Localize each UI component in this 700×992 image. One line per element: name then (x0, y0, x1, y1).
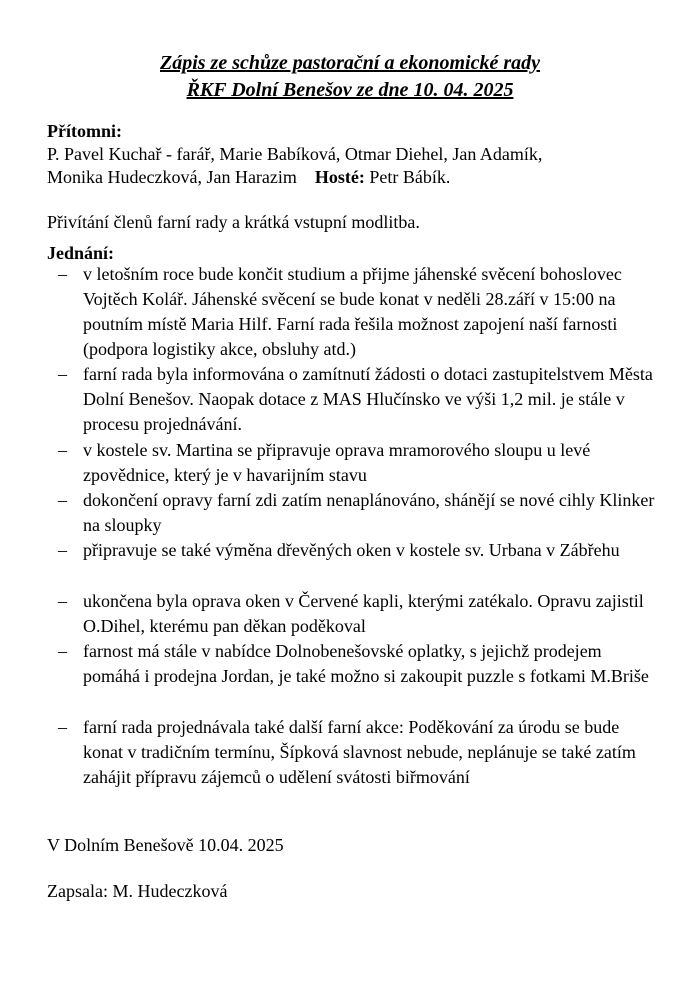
agenda-item (0, 589, 700, 639)
agenda-item (0, 438, 700, 488)
agenda-item-text: farní rada byla informována o zamítnutí žádosti o dotaci zastupitelstvem Města Dolní Benešov. Naopak dotace z MAS Hlučínsko ve výši 1,2 mil. je stále v procesu projednávání. (83, 364, 653, 434)
guests-label: Hosté: (314, 167, 365, 187)
document-title-line-1: Zápis ze schůze pastorační a ekonomické rady (160, 52, 540, 74)
agenda-item-text: připravuje se také výměna dřevěných oken v kostele sv. Urbana v Zábřehu (83, 540, 620, 560)
agenda-item-text: dokončení opravy farní zdi zatím nenaplánováno, shánějí se nové cihly Klinker na sloupky (83, 490, 655, 535)
present-list-line-1: P. Pavel Kuchař - farář, Marie Babíková, Otmar Diehel, Jan Adamík, (47, 144, 543, 164)
opening-text: Přivítání členů farní rady a krátká vstupní modlitba. (47, 212, 420, 232)
bullet-dash: – (58, 641, 67, 661)
bullet-dash: – (58, 591, 67, 611)
agenda-item-text: ukončena byla oprava oken v Červené kapli, kterými zatékalo. Opravu zajistil O.Dihel, kterému pan děkan poděkoval (83, 591, 644, 636)
bullet-dash: – (58, 364, 67, 384)
guests-value: Petr Bábík. (364, 167, 451, 187)
present-label: Přítomni: (47, 121, 122, 141)
agenda-item-text: v letošním roce bude končit studium a přijme jáhenské svěcení bohoslovec Vojtěch Kolář. Jáhenské svěcení se bude konat v neděli 28.září v 15:00 na poutním místě Maria Hilf. Farní rada řešila možnost zapojení naší farnosti (podpora logistiky akce, obsluhy atd.) (83, 264, 622, 359)
agenda-item (0, 488, 700, 538)
bullet-dash: – (58, 717, 67, 737)
agenda-item (0, 639, 700, 715)
agenda-item-text: v kostele sv. Martina se připravuje oprava mramorového sloupu u levé zpovědnice, který je v havarijním stavu (83, 440, 591, 485)
place-and-date: V Dolním Benešově 10.04. 2025 (47, 835, 284, 855)
recorder-signature-line: Zapsala: M. Hudeczková (47, 881, 228, 901)
document-title-line-2: ŘKF Dolní Benešov ze dne 10. 04. 2025 (186, 79, 514, 101)
bullet-dash: – (58, 440, 67, 460)
agenda-label: Jednání: (47, 243, 115, 263)
present-list-names: Monika Hudeczková, Jan Harazim (47, 167, 297, 187)
agenda-item-text: farnost má stále v nabídce Dolnobenešovské oplatky, s jejichž prodejem pomáhá i prodejna Jordan, je také možno si zakoupit puzzle s fotkami M.Briše (83, 641, 649, 686)
bullet-dash: – (58, 540, 67, 560)
agenda-item (0, 715, 700, 791)
bullet-dash: – (58, 264, 67, 284)
bullet-dash: – (58, 490, 67, 510)
present-list-line-2 (47, 165, 450, 189)
agenda-item (0, 262, 700, 362)
agenda-list (0, 262, 700, 791)
agenda-item (0, 538, 700, 589)
agenda-item (0, 362, 700, 438)
agenda-item-text: farní rada projednávala také další farní akce: Poděkování za úrodu se bude konat v tradičním termínu, Šípková slavnost nebude, neplánuje se také zatím zahájit přípravu zájemců o udělení svátosti biřmování (83, 717, 636, 787)
